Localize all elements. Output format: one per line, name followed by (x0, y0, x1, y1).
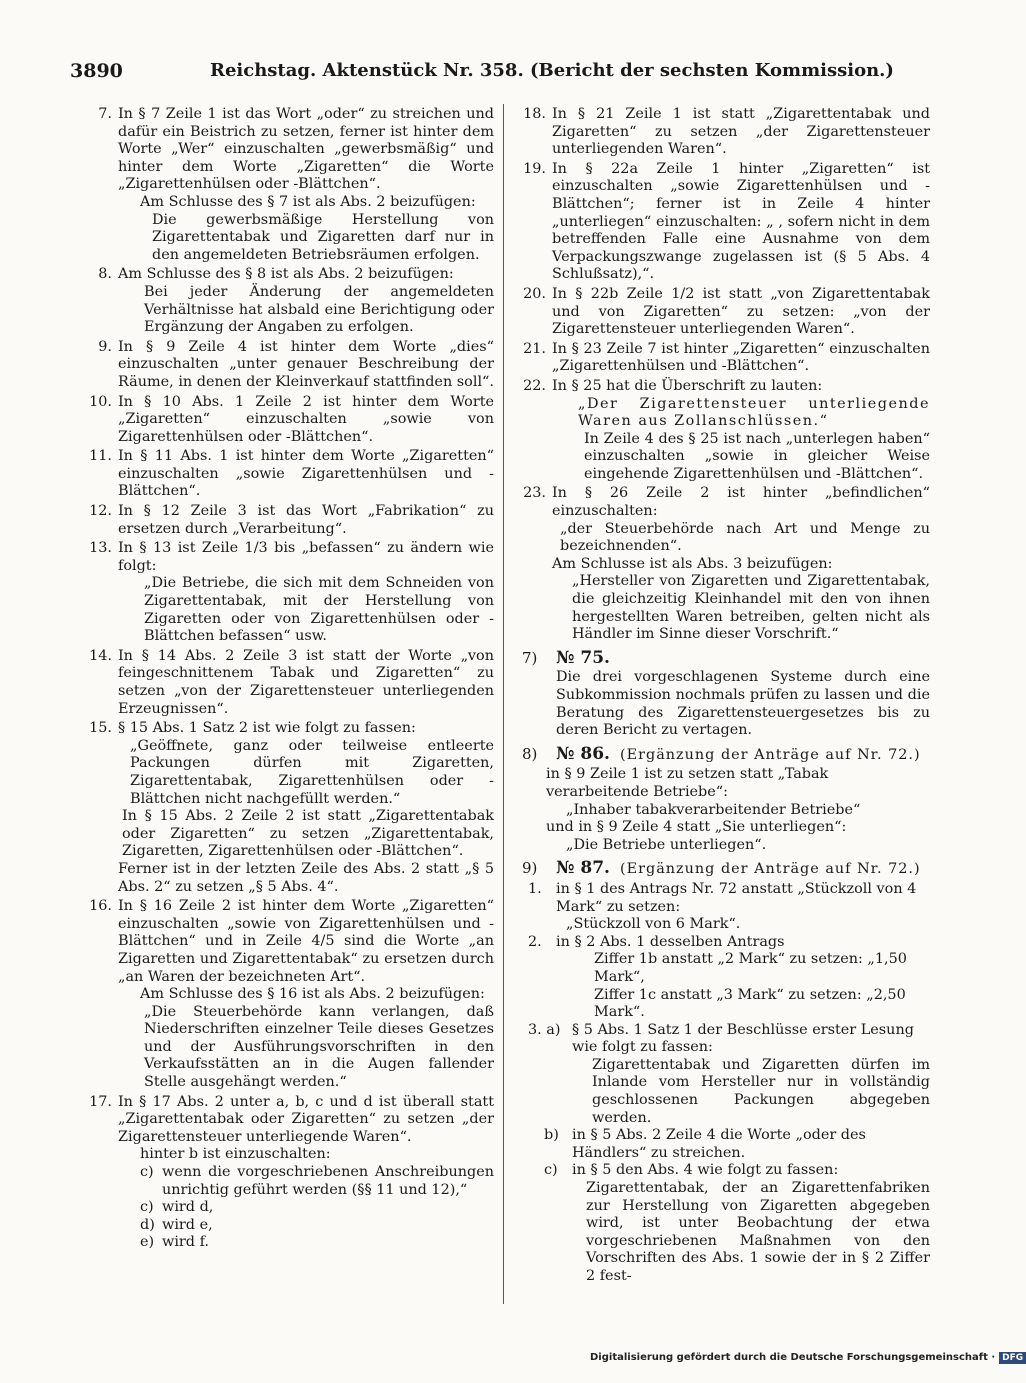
item-quote: „Geöffnete, ganz oder teilweise entleerte Packungen dürfen mit Zigaretten, Zigarettentabak, Zigarettenhülsen oder -Blättchen nicht nachgefüllt werden.“ (130, 737, 494, 807)
item-8: 8. Am Schlusse des § 8 ist als Abs. 2 beizufügen: Bei jeder Änderung der angemeldeten Verhältnisse hat alsbald eine Berichtigung oder Ergänzung der Angaben zu erfolgen. (98, 266, 494, 336)
item-quote: Die gewerbsmäßige Herstellung von Zigarettentabak und Zigaretten darf nur in den angemeldeten Betriebsräumen erfolgen. (152, 211, 494, 263)
item-text: § 15 Abs. 1 Satz 2 ist wie folgt zu fassen: (118, 720, 416, 737)
motion-title: № 75. (556, 647, 610, 668)
item-quote: „der Steuerbehörde nach Art und Menge zu bezeichnenden“. (560, 520, 930, 555)
sub-item: e) wird f. (140, 1234, 209, 1251)
motion-title: № 86. (556, 743, 610, 764)
right-column (522, 106, 930, 1286)
sub-item: d) wird e, (140, 1216, 213, 1233)
item-text: In § 14 Abs. 2 Zeile 3 ist statt der Worte „von feingeschnittenem Tabak und Zigaretten“ zu setzen „von der Zigarettensteuer unterliegenden Erzeugnissen“. (118, 647, 494, 717)
item-text: In § 9 Zeile 4 ist hinter dem Worte „dies“ einzuschalten „unter genauer Beschreibung der Räume, in denen der Kleinverkauf stattfinden soll“. (118, 338, 494, 390)
item-quote: „Der Zigarettensteuer unterliegende Waren aus Zollanschlüssen.“ (578, 395, 930, 430)
item-9: 9. In § 9 Zeile 4 ist hinter dem Worte „dies“ einzuschalten „unter genauer Beschreibung der Räume, in denen der Kleinverkauf stattfinden soll“. (98, 338, 494, 390)
item-text: In § 7 Zeile 1 ist das Wort „oder“ zu streichen und dafür ein Beistrich zu setzen, ferner ist hinter dem Worte „Wer“ einzuschalten „gewerbsmäßig“ und hinter dem Worte „Zigaretten“ die Worte „Zigarettenhülsen oder -Blättchen“. (118, 106, 494, 193)
footer-credit: Digitalisierung gefördert durch die Deutsche Forschungsgemeinschaft · DFG (590, 1352, 1026, 1364)
item-17: 17. In § 17 Abs. 2 unter a, b, c und d ist überall statt „Zigarettentabak oder Zigaretten“ zu setzen „der Zigarettensteuer unterliegende Waren“. hinter b ist einzuschalten: c) wenn die vorgeschriebenen Anschreibungen unrichtig geführt werden (§§ 11 und 12),“ c) wird d, d) wird e, e) wird f. (89, 1093, 494, 1251)
motion-75: 7) № 75. Die drei vorgeschlagenen Systeme durch eine Subkommission nochmals prüfen zu lassen und die Beratung des Zigarettensteuergesetzes bis zu deren Bericht zu vertagen. (522, 647, 930, 739)
item-addendum: In Zeile 4 des § 25 ist nach „unterlegen haben“ einzuschalten „sowie in gleicher Weise eingehende Zigarettenhülsen und -Blättchen“. (584, 430, 930, 482)
item-18: 18. In § 21 Zeile 1 ist statt „Zigarettentabak und Zigaretten“ zu setzen „der Zigarettensteuer unterliegenden Waren“. (523, 106, 930, 158)
left-column (88, 106, 494, 1254)
item-text: In § 10 Abs. 1 Zeile 2 ist hinter dem Worte „Zigaretten“ einzuschalten „sowie von Zigarettenhülsen oder -Blättchen“. (118, 393, 494, 445)
item-11: 11. In § 11 Abs. 1 ist hinter dem Worte „Zigaretten“ einzuschalten „sowie Zigarettenhülsen und -Blättchen“. (89, 448, 494, 500)
item-13: 13. In § 13 ist Zeile 1/3 bis „befassen“ zu ändern wie folgt: „Die Betriebe, die sich mit dem Schneiden von Zigarettentabak, mit der Herstellung von Zigaretten oder von Zigarettenhülsen oder -Blättchen befassen“ usw. (89, 540, 494, 645)
item-text: In § 13 ist Zeile 1/3 bis „befassen“ zu ändern wie folgt: (118, 540, 494, 574)
item-addendum-2: Ferner ist in der letzten Zeile des Abs. 2 statt „§ 5 Abs. 2“ zu setzen „§ 5 Abs. 4“. (118, 860, 494, 895)
motion-title: № 87. (556, 858, 610, 879)
column-divider (503, 104, 504, 1304)
item-21: 21. In § 23 Zeile 7 ist hinter „Zigaretten“ einzuschalten „Zigarettenhülsen und -Blättchen“. (523, 340, 930, 375)
motion-86: 8) № 86. (Ergänzung der Anträge auf Nr. 72.) in § 9 Zeile 1 ist zu setzen statt „Tabak verarbeitende Betriebe“: „Inhaber tabakverarbeitender Betriebe“ und in § 9 Zeile 4 statt „Sie unterliegen“: „Die Betriebe unterliegen“. (522, 743, 921, 853)
item-7: 7. In § 7 Zeile 1 ist das Wort „oder“ zu streichen und dafür ein Beistrich zu setzen, ferner ist hinter dem Worte „Wer“ einzuschalten „gewerbsmäßig“ und hinter dem Worte „Zigaretten“ die Worte „Zigarettenhülsen oder -Blättchen“. Am Schlusse des § 7 ist als Abs. 2 beizufügen: Die gewerbsmäßige Herstellung von Zigarettentabak und Zigaretten darf nur in den angemeldeten Betriebsräumen erfolgen. (98, 106, 494, 263)
item-quote: Bei jeder Änderung der angemeldeten Verhältnisse hat alsbald eine Berichtigung oder Ergänzung der Angaben zu erfolgen. (144, 283, 494, 336)
item-text: In § 21 Zeile 1 ist statt „Zigarettentabak und Zigaretten“ zu setzen „der Zigarettensteuer unterliegenden Waren“. (552, 106, 930, 158)
item-10: 10. In § 10 Abs. 1 Zeile 2 ist hinter dem Worte „Zigaretten“ einzuschalten „sowie von Zigarettenhülsen oder -Blättchen“. (89, 393, 494, 445)
motion-text: Die drei vorgeschlagenen Systeme durch eine Subkommission nochmals prüfen zu lassen und die Beratung des Zigarettensteuergesetzes bis zu deren Bericht zu vertagen. (556, 669, 930, 739)
item-text: In § 22a Zeile 1 hinter „Zigaretten“ ist einzuschalten „sowie Zigarettenhülsen und -Blättchen“; ferner ist in Zeile 4 hinter „unterliegen“ einzuschalten: „ , sofern nicht in dem betreffenden Falle eine Ausnahme von dem Verpackungszwange zugelassen ist (§ 5 Abs. 4 Schlußsatz),“. (552, 160, 930, 283)
item-23: 23. In § 26 Zeile 2 ist hinter „befindlichen“ einzuschalten: „der Steuerbehörde nach Art und Menge zu bezeichnenden“. Am Schlusse ist als Abs. 3 beizufügen: „Hersteller von Zigaretten und Zigarettentabak, die gleichzeitig Kleinhandel mit den von ihnen hergestellten Waren betreiben, gelten nicht als Händler im Sinne dieser Vorschrift.“ (523, 485, 930, 643)
item-addendum: Am Schlusse des § 7 ist als Abs. 2 beizufügen: (140, 193, 476, 210)
item-16: 16. In § 16 Zeile 2 ist hinter dem Worte „Zigaretten“ einzuschalten „sowie von Zigarettenhülsen und -Blättchen“ und in Zeile 4/5 sind die Worte „an Zigaretten und Zigarettentabak“ zu ersetzen durch „an Waren der bezeichneten Art“. Am Schlusse des § 16 ist als Abs. 2 beizufügen: „Die Steuerbehörde kann verlangen, daß Niederschriften einzelner Teile dieses Gesetzes und der Ausführungsvorschriften in den Verkaufsstätten an in die Augen fallender Stelle ausgehängt werden.“ (89, 898, 494, 1091)
item-quote: „Die Steuerbehörde kann verlangen, daß Niederschriften einzelner Teile dieses Gesetzes und der Ausführungsvorschriften in den Verkaufsstätten an in die Augen fallender Stelle ausgehängt werden.“ (144, 1003, 494, 1091)
item-15: 15. § 15 Abs. 1 Satz 2 ist wie folgt zu fassen: „Geöffnete, ganz oder teilweise entleerte Packungen dürfen mit Zigaretten, Zigarettentabak, Zigarettenhülsen oder -Blättchen nicht nachgefüllt werden.“ In § 15 Abs. 2 Zeile 2 ist statt „Zigarettentabak oder Zigaretten“ zu setzen „Zigarettentabak, Zigaretten, Zigarettenhülsen oder -Blättchen“. Ferner ist in der letzten Zeile des Abs. 2 statt „§ 5 Abs. 2“ zu setzen „§ 5 Abs. 4“. (89, 720, 494, 895)
item-addendum: In § 15 Abs. 2 Zeile 2 ist statt „Zigarettentabak oder Zigaretten“ zu setzen „Zigarettentabak, Zigaretten, Zigarettenhülsen oder -Blättchen“. (122, 808, 494, 860)
page-number: 3890 (70, 60, 123, 82)
item-14: 14. In § 14 Abs. 2 Zeile 3 ist statt der Worte „von feingeschnittenem Tabak und Zigaretten“ zu setzen „von der Zigarettensteuer unterliegenden Erzeugnissen“. (89, 647, 494, 717)
item-text: In § 23 Zeile 7 ist hinter „Zigaretten“ einzuschalten „Zigarettenhülsen und -Blättchen“. (552, 340, 930, 375)
item-text: In § 26 Zeile 2 ist hinter „befindlichen“ einzuschalten: (552, 485, 930, 520)
motion-note: (Ergänzung der Anträge auf Nr. 72.) (619, 861, 921, 878)
item-19: 19. In § 22a Zeile 1 hinter „Zigaretten“ ist einzuschalten „sowie Zigarettenhülsen und -Blättchen“; ferner ist in Zeile 4 hinter „unterliegen“ einzuschalten: „ , sofern nicht in dem betreffenden Falle eine Ausnahme von dem Verpackungszwange zugelassen ist (§ 5 Abs. 4 Schlußsatz),“. (523, 160, 930, 283)
page-header (70, 60, 970, 88)
sub-item: c) wenn die vorgeschriebenen Anschreibungen unrichtig geführt werden (§§ 11 und 12),“ (140, 1164, 494, 1198)
item-text: In § 12 Zeile 3 ist das Wort „Fabrikation“ zu ersetzen durch „Verarbeitung“. (118, 503, 494, 537)
motion-note: (Ergänzung der Anträge auf Nr. 72.) (619, 746, 921, 763)
item-text: In § 25 hat die Überschrift zu lauten: (552, 377, 823, 394)
item-text: In § 17 Abs. 2 unter a, b, c und d ist überall statt „Zigarettentabak oder Zigaretten“ zu setzen „der Zigarettensteuer unterliegende Waren“. (118, 1093, 494, 1145)
item-addendum: hinter b ist einzuschalten: (140, 1146, 331, 1163)
item-20: 20. In § 22b Zeile 1/2 ist statt „von Zigarettentabak und von Zigaretten“ zu setzen: „von der Zigarettensteuer unterliegenden Waren“. (523, 285, 930, 338)
item-text: In § 11 Abs. 1 ist hinter dem Worte „Zigaretten“ einzuschalten „sowie Zigarettenhülsen und -Blättchen“. (118, 448, 494, 500)
sub-item: c) wird d, (140, 1199, 214, 1216)
item-addendum: Am Schlusse ist als Abs. 3 beizufügen: (552, 555, 833, 572)
item-22: 22. In § 25 hat die Überschrift zu lauten: „Der Zigarettensteuer unterliegende Waren aus Zollanschlüssen.“ In Zeile 4 des § 25 ist nach „unterlegen haben“ einzuschalten „sowie in gleicher Weise eingehende Zigarettenhülsen und -Blättchen“. (523, 377, 930, 482)
item-text: In § 16 Zeile 2 ist hinter dem Worte „Zigaretten“ einzuschalten „sowie von Zigarettenhülsen und -Blättchen“ und in Zeile 4/5 sind die Worte „an Zigaretten und Zigarettentabak“ zu ersetzen durch „an Waren der bezeichneten Art“. (118, 898, 494, 985)
item-text: Am Schlusse des § 8 ist als Abs. 2 beizufügen: (118, 266, 454, 283)
item-addendum: Am Schlusse des § 16 ist als Abs. 2 beizufügen: (140, 986, 485, 1003)
dfg-logo: DFG (999, 1352, 1026, 1364)
item-12: 12. In § 12 Zeile 3 ist das Wort „Fabrikation“ zu ersetzen durch „Verarbeitung“. (89, 503, 494, 537)
item-quote: „Die Betriebe, die sich mit dem Schneiden von Zigarettentabak, mit der Herstellung von Zigaretten oder von Zigarettenhülsen oder -Blättchen befassen“ usw. (144, 575, 494, 645)
item-quote-2: „Hersteller von Zigaretten und Zigarettentabak, die gleichzeitig Kleinhandel mit den von ihnen hergestellten Waren betreiben, gelten nicht als Händler im Sinne dieser Vorschrift.“ (572, 573, 930, 643)
motion-87: 9) № 87. (Ergänzung der Anträge auf Nr. 72.) 1. in § 1 des Antrags Nr. 72 anstatt „Stückzoll von 4 Mark“ zu setzen: „Stückzoll von 6 Mark“. 2. in § 2 Abs. 1 desselben Antrags Ziffer 1b anstatt „2 Mark“ zu setzen: „1,50 Mark“, Ziffer 1c anstatt „3 Mark“ zu setzen: „2,50 Mark“. 3. a) § 5 Abs. 1 Satz 1 der Beschlüsse erster Lesung wie folgt zu fassen: Zigarettentabak und Zigaretten dürfen im Inlande vom Hersteller nur in vollständig geschlossenen Packungen abgegeben werden. b) in § 5 Abs. 2 Zeile 4 die Worte „oder des Händlers“ zu streichen. c) in § 5 den Abs. 4 wie folgt zu fassen: Zigarettentabak, der an Zigarettenfabriken zur Herstellung von Zigaretten abgegeben wird, ist unter Beobachtung der etwa vorgeschriebenen Maßnahmen von den Vorschriften des Abs. 1 sowie der in § 2 Ziffer 2 fest- (522, 858, 930, 1284)
item-text: In § 22b Zeile 1/2 ist statt „von Zigarettentabak und von Zigaretten“ zu setzen: „von der Zigarettensteuer unterliegenden Waren“. (552, 285, 930, 338)
running-title: Reichstag. Aktenstück Nr. 358. (Bericht der sechsten Kommission.) (210, 60, 894, 81)
